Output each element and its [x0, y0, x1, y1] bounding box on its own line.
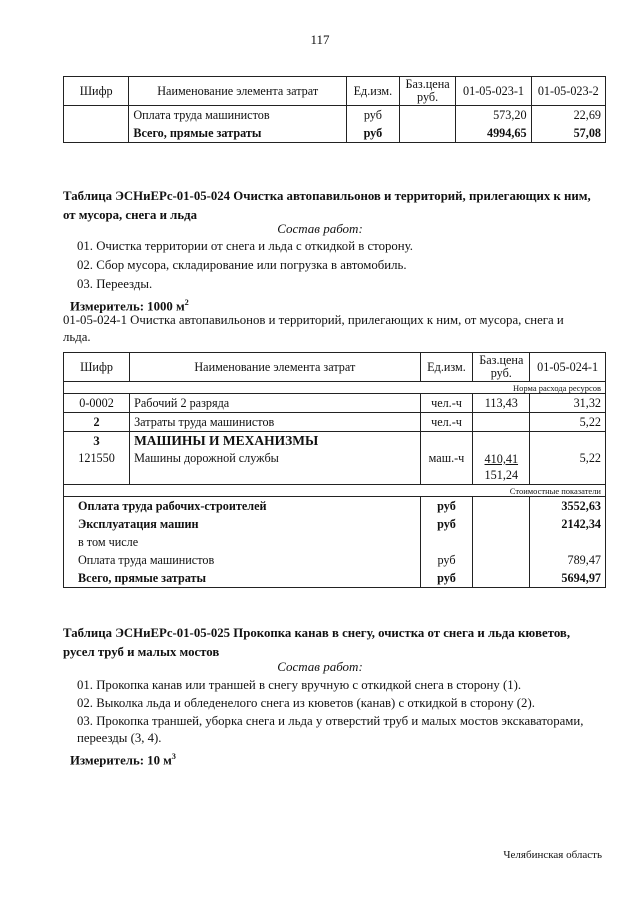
- col-header-price: Баз.цена руб.: [399, 77, 456, 106]
- row-value-1: 4994,65: [456, 124, 531, 143]
- cost-note: Стоимостные показатели: [64, 485, 606, 497]
- measure-line-025: [70, 748, 176, 769]
- row-name: Оплата труда машинистов: [129, 106, 347, 125]
- cost-table-023: [63, 76, 606, 143]
- row-value: 5694,97: [530, 569, 606, 588]
- row-price: 113,43: [473, 394, 530, 413]
- row-name: Затраты труда машинистов: [130, 413, 421, 432]
- code-description-024: 01-05-024-1 Очистка автопавильонов и территорий, прилегающих к ним, от мусора, снега и льда.: [63, 313, 564, 344]
- col-header-024-1: 01-05-024-1: [530, 353, 606, 382]
- row-value: 789,47: [530, 551, 606, 569]
- section-title-024: Таблица ЭСНиЕРс-01-05-024 Очистка автопавильонов и территорий, прилегающих к ним, от мусора, снега и льда: [63, 189, 591, 222]
- note-row: [64, 382, 606, 394]
- page-number: 117: [310, 32, 330, 47]
- row-name: МАШИНЫ И МЕХАНИЗМЫ: [130, 432, 421, 451]
- row-value-1: 573,20: [456, 106, 531, 125]
- col-header-code: Шифр: [64, 77, 129, 106]
- col-header-023-2: 01-05-023-2: [531, 77, 605, 106]
- row-code: 121550: [64, 450, 130, 485]
- work-item: 02. Сбор мусора, складирование или погрузка в автомобиль.: [77, 258, 407, 272]
- row-name: Всего, прямые затраты: [129, 124, 347, 143]
- row-price: 410,41: [484, 452, 519, 466]
- col-header-code: Шифр: [64, 353, 130, 382]
- row-price: [473, 413, 530, 432]
- row-name: Оплата труда рабочих-строителей: [64, 497, 421, 516]
- row-value: 5,22: [530, 413, 606, 432]
- row-code: 3: [64, 432, 130, 451]
- table-row: [64, 533, 606, 551]
- col-header-unit: Ед.изм.: [347, 77, 400, 106]
- row-unit: руб: [420, 551, 473, 569]
- row-name: Оплата труда машинистов: [64, 551, 421, 569]
- col-header-name: Наименование элемента затрат: [130, 353, 421, 382]
- measure-label: Измеритель: 1000 м: [70, 299, 185, 314]
- row-name: Рабочий 2 разряда: [130, 394, 421, 413]
- col-header-023-1: 01-05-023-1: [456, 77, 531, 106]
- works-heading-024: Состав работ:: [277, 221, 363, 236]
- row-name: Всего, прямые затраты: [64, 569, 421, 588]
- row-value-2: 57,08: [531, 124, 605, 143]
- row-price-cell: [473, 450, 530, 485]
- row-name: Эксплуатация машин: [64, 515, 421, 533]
- row-unit: чел.-ч: [420, 394, 473, 413]
- row-unit: руб: [420, 569, 473, 588]
- col-header-unit: Ед.изм.: [420, 353, 473, 382]
- row-value: 3552,63: [530, 497, 606, 516]
- row-name: в том числе: [64, 533, 421, 551]
- cost-table-024: [63, 352, 606, 588]
- col-header-name: Наименование элемента затрат: [129, 77, 347, 106]
- works-heading-025: Состав работ:: [277, 659, 363, 674]
- table-row: [64, 515, 606, 533]
- work-item: переезды (3, 4).: [77, 731, 162, 745]
- col-header-price: Баз.цена руб.: [473, 353, 530, 382]
- row-value: 2142,34: [530, 515, 606, 533]
- table-header-row: [64, 353, 606, 382]
- row-unit: руб: [347, 106, 400, 125]
- work-item: 02. Выколка льда и обледенелого снега из кюветов (канав) с откидкой в сторону (2).: [77, 696, 535, 710]
- row-unit: маш.-ч: [420, 450, 473, 485]
- work-item: 01. Прокопка канав или траншей в снегу вручную с откидкой снега в сторону (1).: [77, 678, 522, 692]
- work-item: 03. Прокопка траншей, уборка снега и льда у отверстий труб и малых мостов экскаваторами,: [77, 714, 584, 728]
- table-header-row: [64, 77, 606, 106]
- table-row: [64, 569, 606, 588]
- row-price-2: 151,24: [484, 468, 519, 482]
- row-value: 5,22: [530, 450, 606, 485]
- row-value-2: 22,69: [531, 106, 605, 125]
- row-unit: руб: [420, 497, 473, 516]
- table-row: [64, 106, 606, 125]
- section-title-025: Таблица ЭСНиЕРс-01-05-025 Прокопка канав в снегу, очистка от снега и льда кюветов, русел труб и малых мостов: [63, 626, 571, 659]
- note-row: [64, 485, 606, 497]
- table-row: [64, 450, 606, 485]
- row-unit: руб: [420, 515, 473, 533]
- row-value: 31,32: [530, 394, 606, 413]
- table-row: [64, 432, 606, 451]
- footer-region: Челябинская область: [503, 849, 602, 861]
- row-name: Машины дорожной службы: [130, 450, 421, 485]
- row-unit: руб: [347, 124, 400, 143]
- work-item: 01. Очистка территории от снега и льда с откидкой в сторону.: [77, 239, 413, 253]
- measure-label: Измеритель: 10 м: [70, 753, 172, 768]
- row-code: 0-0002: [64, 394, 130, 413]
- table-row: [64, 394, 606, 413]
- table-row: [64, 413, 606, 432]
- work-item: 03. Переезды.: [77, 277, 153, 291]
- norm-note: Норма расхода ресурсов: [64, 382, 606, 394]
- row-unit: чел.-ч: [420, 413, 473, 432]
- row-code: 2: [64, 413, 130, 432]
- table-row: [64, 497, 606, 516]
- measure-sup: 3: [171, 752, 176, 761]
- measure-sup: 2: [184, 298, 189, 307]
- table-row: [64, 124, 606, 143]
- table-row: [64, 551, 606, 569]
